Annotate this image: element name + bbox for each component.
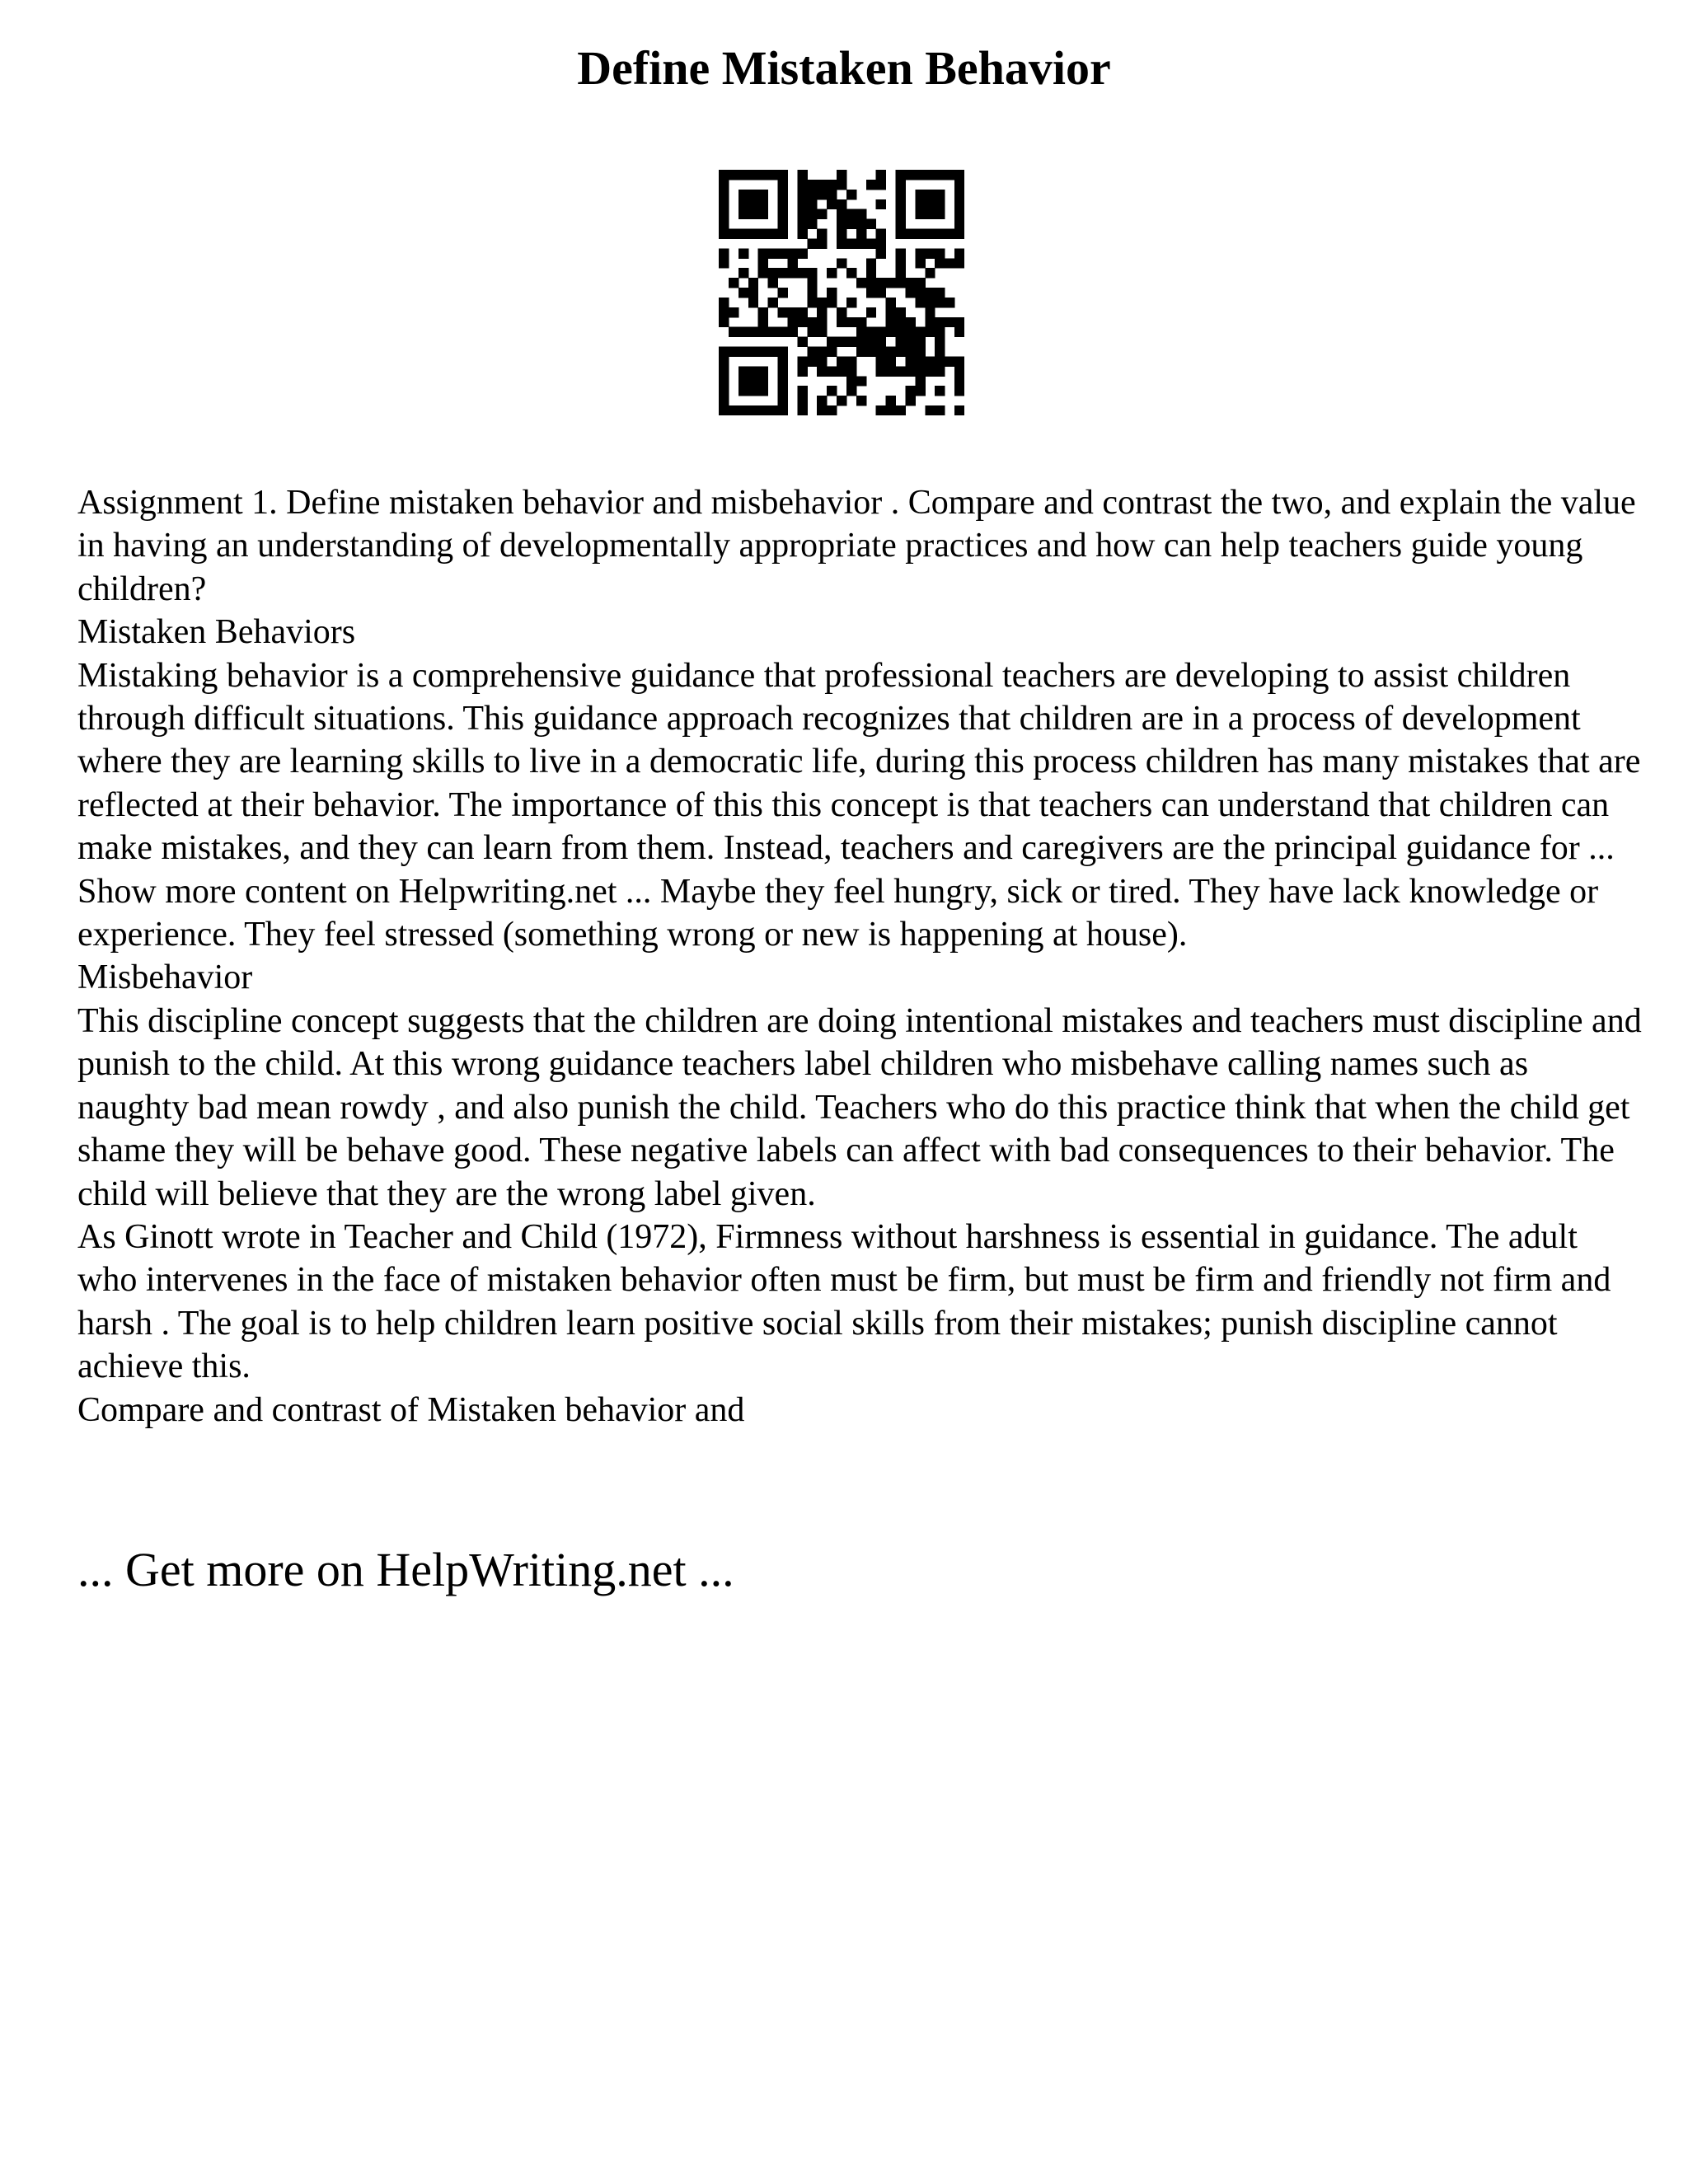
mistaken-behaviors-paragraph: Mistaking behavior is a comprehensive guidance that professional teachers are developing to assist children through difficult situations. This guidance approach recognizes that children are in a process of development where they are learning skills to live in a democratic life, during this process children has many mistakes that are reflected at their behavior. The importance of this this concept is that teachers can understand that children can make mistakes, and they can learn from them. Instead, teachers and caregivers are the principal guidance for ... Show more content on Helpwriting.net ... Maybe they feel hungry, sick or tired. They have lack knowledge or experience. They feel stressed (something wrong or new is happening at house).	[77, 656, 1641, 954]
ginott-paragraph: As Ginott wrote in Teacher and Child (1972), Firmness without harshness is essential in guidance. The adult who intervenes in the face of mistaken behavior often must be firm, but must be firm and friendly not firm and harsh . The goal is to help children learn positive social skills from their mistakes; punish discipline cannot achieve this.	[77, 1217, 1611, 1386]
assignment-paragraph: Assignment 1. Define mistaken behavior and misbehavior . Compare and contrast the two, and explain the value in having an understanding of developmentally appropriate practices and how can help teachers guide young children?	[77, 484, 1636, 608]
get-more-link[interactable]: ... Get more on HelpWriting.net ...	[77, 1543, 734, 1596]
compare-contrast-line: Compare and contrast of Mistaken behavior and	[77, 1390, 745, 1429]
section-heading-misbehavior: Misbehavior	[77, 958, 253, 997]
page-title: Define Mistaken Behavior	[577, 41, 1111, 95]
misbehavior-paragraph: This discipline concept suggests that the children are doing intentional mistakes and teachers must discipline and punish to the child. At this wrong guidance teachers label children who misbehave calling names such as naughty bad mean rowdy , and also punish the child. Teachers who do this practice think that when the child get shame they will be behave good. These negative labels can affect with bad consequences to their behavior. The child will believe that they are the wrong label given.	[77, 1001, 1642, 1213]
section-heading-mistaken-behaviors: Mistaken Behaviors	[77, 613, 356, 652]
qr-code-icon	[719, 170, 964, 415]
article-body	[77, 481, 1643, 1432]
